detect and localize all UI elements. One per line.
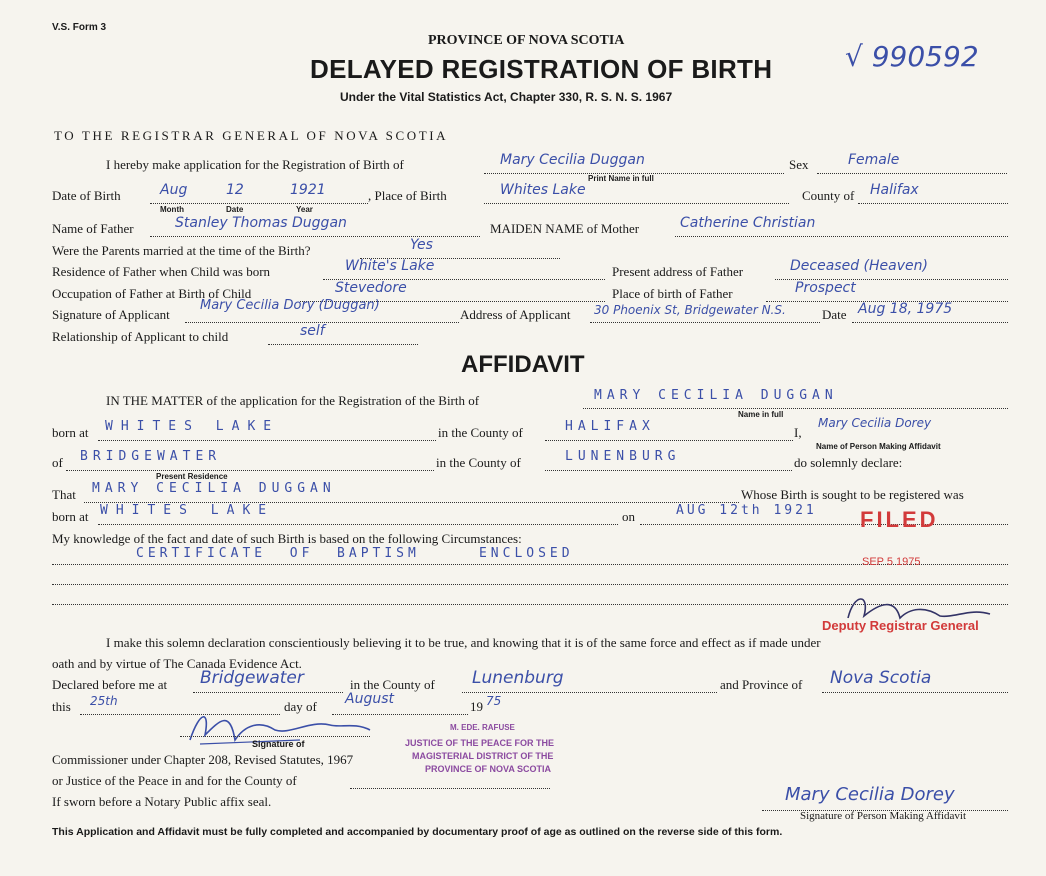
addressee-line: TO THE REGISTRAR GENERAL OF NOVA SCOTIA	[54, 128, 449, 143]
this-day-value: 25th	[90, 694, 118, 708]
commissioner-line	[180, 736, 370, 737]
born-at-label-2: born at	[52, 509, 89, 524]
filed-date-stamp: SEP 5 1975	[862, 556, 921, 568]
justice-label: or Justice of the Peace in and for the County of	[52, 773, 297, 788]
dob-label: Date of Birth	[52, 188, 121, 203]
form-number: V.S. Form 3	[52, 22, 107, 33]
residence-value: White's Lake	[345, 258, 435, 274]
in-county-label-2: in the County of	[436, 455, 521, 470]
county3-label: in the County of	[350, 677, 435, 692]
declare-label: do solemnly declare:	[794, 455, 903, 470]
date-sub-label: Date	[226, 205, 244, 214]
filed-stamp: FILED	[860, 507, 939, 532]
on-value: AUG 12th 1921	[676, 503, 817, 518]
notary-label: If sworn before a Notary Public affix seal.	[52, 794, 272, 809]
province-label: and Province of	[720, 677, 803, 692]
sex-line	[817, 173, 1007, 174]
month-label: Month	[160, 205, 184, 214]
place-line	[484, 203, 789, 204]
of-line	[66, 470, 434, 471]
declaration-text-1: I make this solemn declaration conscientiously believing it to be true, and knowing that it is of the same force and effect as if made under	[106, 635, 821, 650]
father-value: Stanley Thomas Duggan	[175, 215, 347, 231]
circumstances-line-2	[52, 584, 1008, 585]
justice-line	[350, 788, 550, 789]
province-heading: PROVINCE OF NOVA SCOTIA	[428, 33, 625, 48]
year-prefix: 19	[470, 699, 483, 714]
dob-year-value: 1921	[290, 182, 326, 198]
month-value: August	[345, 691, 394, 707]
application-date-value: Aug 18, 1975	[858, 301, 953, 317]
in-county-label: in the County of	[438, 425, 523, 440]
county-label: County of	[802, 188, 855, 203]
mother-label: MAIDEN NAME of Mother	[490, 221, 640, 236]
commissioner-label: Commissioner under Chapter 208, Revised Statutes, 1967	[52, 752, 354, 767]
affiant-name-label: Name of Person Making Affidavit	[816, 442, 941, 451]
province-value: Nova Scotia	[830, 668, 932, 688]
occupation-value: Stevedore	[335, 280, 407, 296]
occupation-label: Occupation of Father at Birth of Child	[52, 286, 252, 301]
county3-value: Lunenburg	[472, 668, 564, 688]
mother-value: Catherine Christian	[680, 215, 816, 231]
present-address-label: Present address of Father	[612, 264, 744, 279]
knowledge-label: My knowledge of the fact and date of such Birth is based on the following Circumstances:	[52, 531, 522, 546]
relationship-value: self	[300, 323, 325, 339]
province-line	[822, 692, 1008, 693]
on-label: on	[622, 509, 635, 524]
that-label: That	[52, 487, 76, 502]
born-at-line-2	[98, 524, 618, 525]
of-label: of	[52, 455, 63, 470]
form-title: DELAYED REGISTRATION OF BIRTH	[310, 54, 773, 84]
application-date-line	[852, 322, 1008, 323]
county-value: Halifax	[870, 182, 919, 198]
affidavit-county-value: HALIFAX	[565, 419, 655, 434]
sex-value: Female	[848, 152, 900, 168]
affidavit-heading: AFFIDAVIT	[461, 351, 585, 378]
footer-note: This Application and Affidavit must be fully completed and accompanied by documentary proof of age as outlined on the reverse side of this form.	[52, 826, 783, 838]
circumstances-value: CERTIFICATE OF BAPTISM ENCLOSED	[136, 546, 574, 561]
jp-name-stamp: M. EDE. RAFUSE	[450, 723, 515, 732]
residence-affidavit-value: BRIDGEWATER	[80, 449, 222, 464]
born-at-value: WHITES LAKE	[105, 419, 280, 434]
name-full-label: Name in full	[738, 410, 784, 419]
jp-stamp-line-2: MAGISTERIAL DISTRICT OF THE	[412, 751, 554, 761]
signature-of-label: Signature of	[252, 739, 305, 749]
address-line	[590, 322, 820, 323]
born-at2-value: WHITES LAKE	[100, 503, 275, 518]
dob-month-value: Aug	[160, 182, 188, 198]
born-at-label: born at	[52, 425, 89, 440]
place-of-birth-value: Whites Lake	[500, 182, 586, 198]
sex-label: Sex	[789, 157, 809, 172]
born-at-line	[98, 440, 436, 441]
i-label: I,	[794, 425, 802, 440]
year-label: Year	[296, 205, 313, 214]
affiant-signature-label: Signature of Person Making Affidavit	[800, 810, 966, 822]
affiant-signature-value: Mary Cecilia Dorey	[785, 784, 955, 805]
declaration-text-2: oath and by virtue of The Canada Evidence Act.	[52, 656, 302, 671]
form-subtitle: Under the Vital Statistics Act, Chapter 330, R. S. N. S. 1967	[340, 90, 673, 104]
print-name-label: Print Name in full	[588, 174, 654, 183]
declared-label: Declared before me at	[52, 677, 168, 692]
married-value: Yes	[410, 237, 433, 253]
signature-applicant-label: Signature of Applicant	[52, 307, 170, 322]
declared-line	[193, 692, 343, 693]
address-applicant-label: Address of Applicant	[460, 307, 571, 322]
affidavit-name-value: MARY CECILIA DUGGAN	[594, 388, 838, 403]
married-label: Were the Parents married at the time of the Birth?	[52, 243, 311, 258]
application-date-label: Date	[822, 307, 847, 322]
deputy-registrar-stamp: Deputy Registrar General	[822, 618, 979, 633]
address-applicant-value: 30 Phoenix St, Bridgewater N.S.	[594, 303, 786, 317]
present-address-value: Deceased (Heaven)	[790, 258, 928, 274]
this-label: this	[52, 699, 71, 714]
father-birthplace-label: Place of birth of Father	[612, 286, 733, 301]
on-line	[640, 524, 1008, 525]
matter-text: IN THE MATTER of the application for the Registration of the Birth of	[106, 393, 480, 408]
county-line	[858, 203, 1008, 204]
year-value: 75	[486, 694, 502, 708]
relationship-line	[268, 344, 418, 345]
present-residence-label: Present Residence	[156, 472, 228, 481]
in-county-line-2	[545, 470, 792, 471]
signature-applicant-value: Mary Cecilia Dory (Duggan)	[200, 298, 380, 313]
that-value: MARY CECILIA DUGGAN	[92, 481, 336, 496]
day-of-label: day of	[284, 699, 317, 714]
affiant-name-value: Mary Cecilia Dorey	[818, 416, 932, 430]
father-birthplace-value: Prospect	[795, 280, 856, 296]
jp-stamp-line-3: PROVINCE OF NOVA SCOTIA	[425, 764, 552, 774]
matter-line	[583, 408, 1008, 409]
residence-label: Residence of Father when Child was born	[52, 264, 271, 279]
whose-label: Whose Birth is sought to be registered was	[741, 487, 964, 502]
place-of-birth-label: , Place of Birth	[368, 188, 447, 203]
relationship-label: Relationship of Applicant to child	[52, 329, 229, 344]
child-name-value: Mary Cecilia Duggan	[500, 152, 645, 168]
registration-number: √ 990592	[845, 40, 979, 73]
declared-at-value: Bridgewater	[200, 668, 304, 688]
mother-line	[675, 236, 1008, 237]
dob-line	[150, 203, 368, 204]
county3-line	[462, 692, 717, 693]
in-county-line	[545, 440, 793, 441]
affidavit-county2-value: LUNENBURG	[565, 449, 681, 464]
father-label: Name of Father	[52, 221, 134, 236]
intro-text: I hereby make application for the Registration of Birth of	[106, 157, 404, 172]
jp-stamp-line-1: JUSTICE OF THE PEACE FOR THE	[405, 738, 555, 748]
dob-day-value: 12	[226, 182, 244, 198]
